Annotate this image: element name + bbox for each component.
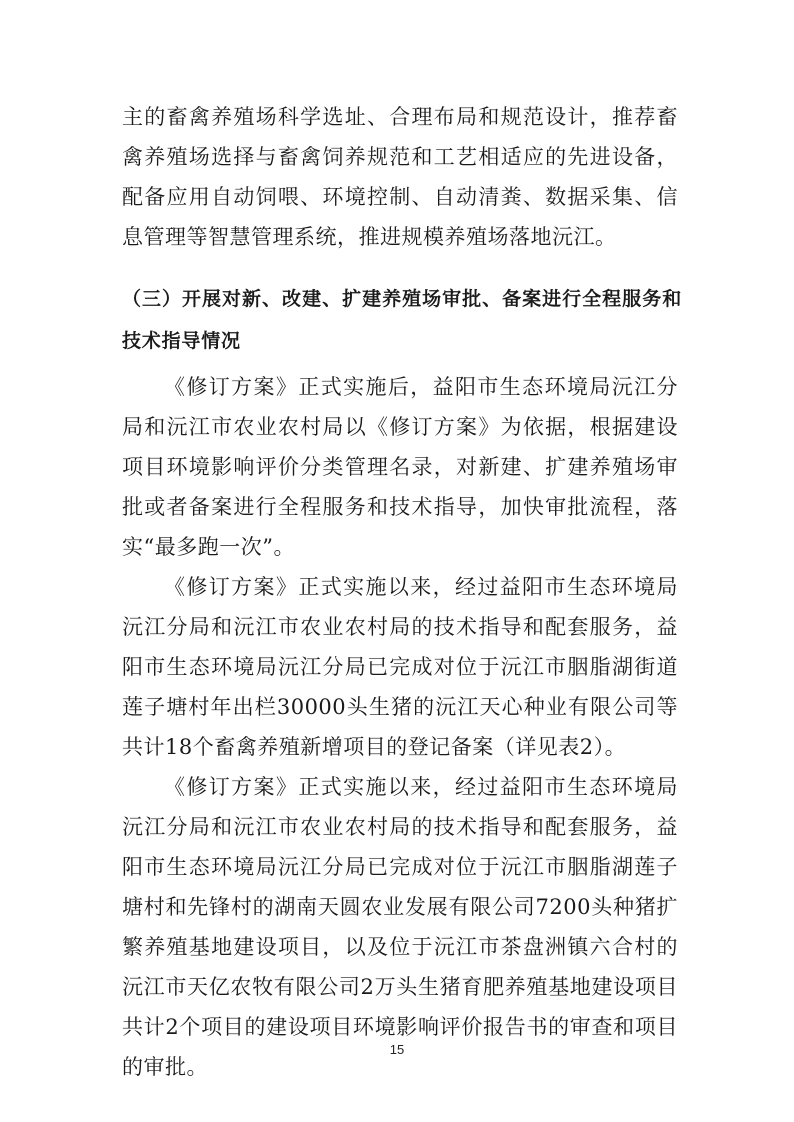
paragraph-implementation: 《修订方案》正式实施后，益阳市生态环境局沅江分局和沅江市农业农村局以《修订方案》为依据，根据建设项目环境影响评价分类管理名录，对新建、扩建养殖场审批或者备案进行全程服务和技术指导，加快审批流程，落实“最多跑一次”。 (122, 375, 678, 559)
paragraph-registration: 《修订方案》正式实施以来，经过益阳市生态环境局沅江分局和沅江市农业农村局的技术指导和配套服务，益阳市生态环境局沅江分局已完成对位于沅江市胭脂湖街道莲子塘村年出栏30000头生猪的沅江天心种业有限公司等共计18个畜禽养殖新增项目的登记备案（详见表2）。 (122, 575, 678, 759)
paragraph-approval: 《修订方案》正式实施以来，经过益阳市生态环境局沅江分局和沅江市农业农村局的技术指导和配套服务，益阳市生态环境局沅江分局已完成对位于沅江市胭脂湖莲子塘村和先锋村的湖南天圆农业发展有限公司7200头种猪扩繁养殖基地建设项目，以及位于沅江市茶盘洲镇六合村的沅江市天亿农牧有限公司2万头生猪育肥养殖基地建设项目共计2个项目的建设项目环境影响评价报告书的审查和项目的审批。 (122, 775, 678, 1079)
paragraph-continuation: 主的畜禽养殖场科学选址、合理布局和规范设计，推荐畜禽养殖场选择与畜禽饲养规范和工艺相适应的先进设备，配备应用自动饲喂、环境控制、自动清粪、数据采集、信息管理等智慧管理系统，推进规模养殖场落地沅江。 (122, 105, 678, 249)
section-heading: （三）开展对新、改建、扩建养殖场审批、备案进行全程服务和技术指导情况 (122, 288, 682, 352)
page-number: 15 (389, 1042, 405, 1057)
